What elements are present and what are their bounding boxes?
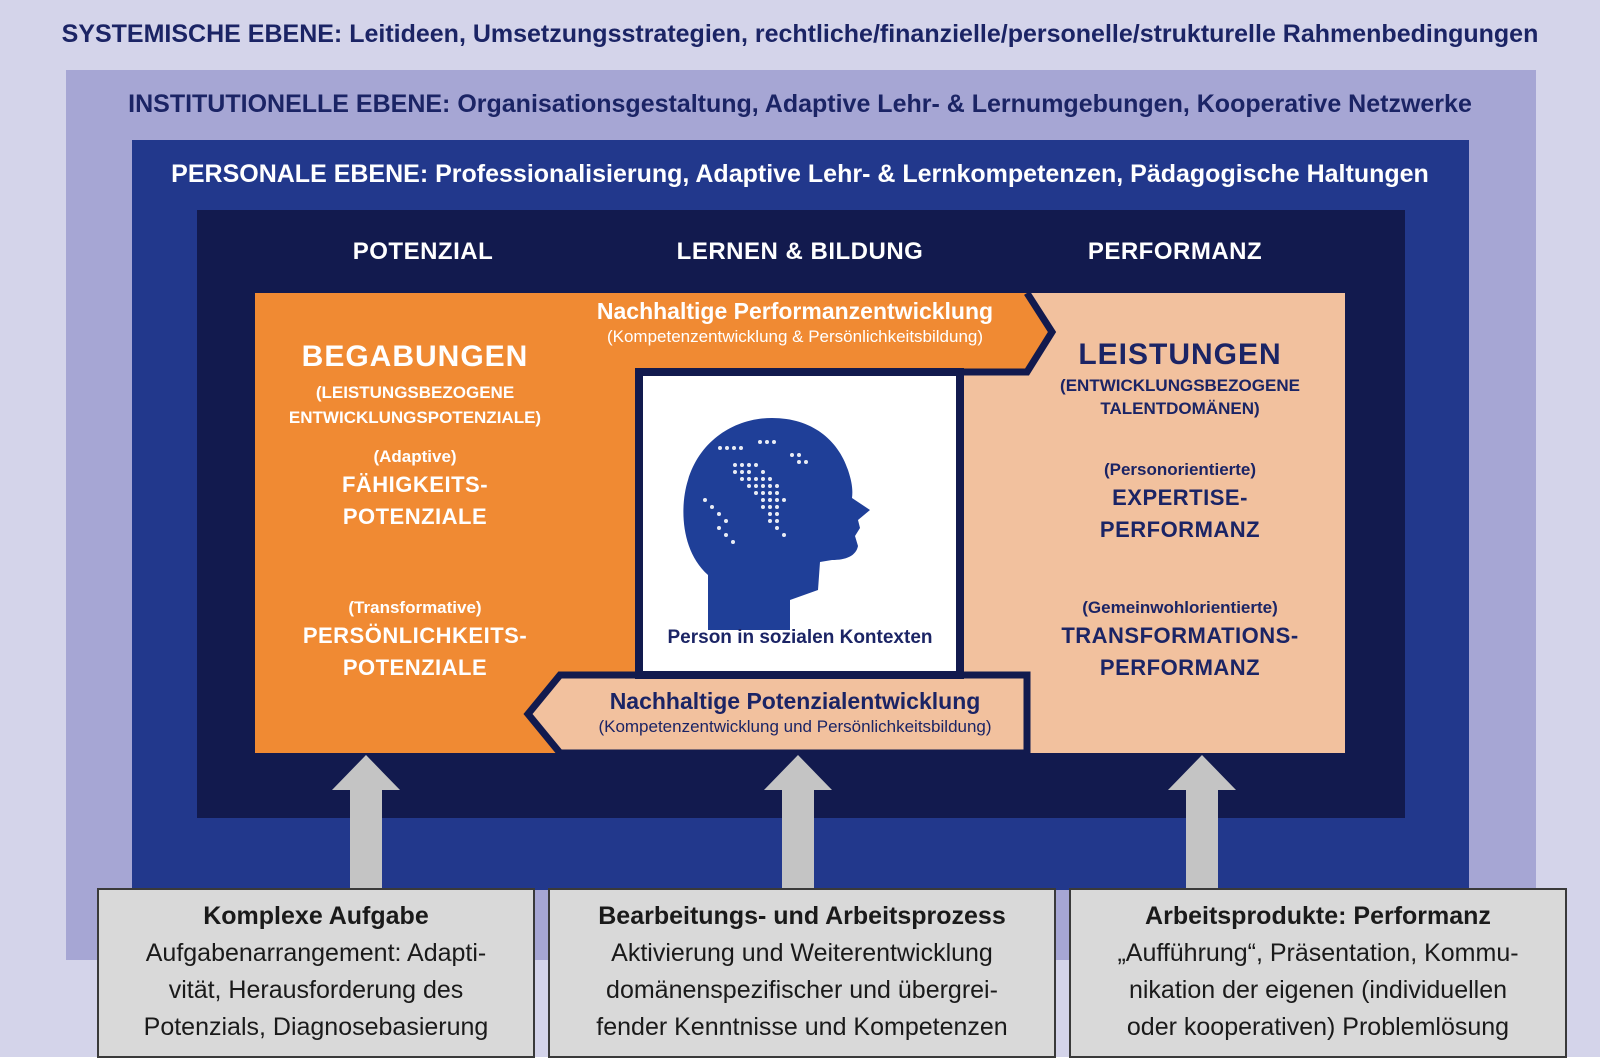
box-2-line-1: Aktivierung und Weiterentwicklung: [611, 939, 993, 967]
arrow-up-left: [332, 755, 400, 888]
left-column: [265, 340, 565, 684]
box-arbeitsprodukte: [1069, 888, 1567, 1058]
bottom-arrow-title: Nachhaltige Potenzialentwicklung: [609, 688, 981, 714]
box-1-line-2: vität, Herausforderung des: [168, 976, 464, 1004]
top-arrow-title: Nachhaltige Performanzentwicklung: [596, 298, 994, 324]
box-3-line-3: oder kooperativen) Problemlösung: [1126, 1013, 1510, 1041]
box-1-title: Komplexe Aufgabe: [203, 902, 429, 930]
leistungen-subtitle-2: TALENTDOMÄNEN): [1100, 399, 1260, 418]
right-item2-qualifier: (Gemeinwohlorientierte): [1082, 598, 1278, 617]
top-arrow-label: [560, 298, 1030, 347]
systemic-level-text: Leitideen, Umsetzungsstrategien, rechtliche/finanzielle/personelle/strukturelle Rahmenbedingungen: [349, 20, 1539, 48]
begabungen-subtitle-1: (LEISTUNGSBEZOGENE: [315, 383, 515, 402]
box-3-line-2: nikation der eigenen (individuellen: [1128, 976, 1508, 1004]
box-2-title: Bearbeitungs- und Arbeitsprozess: [598, 902, 1006, 930]
arrow-up-right: [1168, 755, 1236, 888]
column-header-performanz: PERFORMANZ: [1087, 238, 1263, 265]
column-header-potenzial: POTENZIAL: [352, 238, 494, 265]
box-1-line-1: Aufgabenarrangement: Adapti-: [145, 939, 487, 967]
column-header-lernen: LERNEN & BILDUNG: [676, 238, 924, 265]
leistungen-subtitle-1: (ENTWICKLUNGSBEZOGENE: [1060, 376, 1300, 395]
left-item2-line1: PERSÖNLICHKEITS-: [302, 623, 528, 648]
right-item1-qualifier: (Personorientierte): [1103, 460, 1257, 479]
left-item2-qualifier: (Transformative): [348, 598, 482, 617]
personal-level-head: PERSONALE EBENE:: [171, 160, 429, 188]
box-komplexe-aufgabe: [97, 888, 535, 1058]
leistungen-title: LEISTUNGEN: [1078, 338, 1282, 371]
top-arrow-subtitle: (Kompetenzentwicklung & Persönlichkeitsbildung): [606, 327, 984, 346]
right-item2-line1: TRANSFORMATIONS-: [1061, 623, 1299, 648]
left-item1-line2: POTENZIALE: [342, 504, 488, 529]
bottom-arrow-label: [555, 688, 1035, 737]
bottom-arrow-subtitle: (Kompetenzentwicklung und Persönlichkeitsbildung): [598, 717, 992, 736]
right-item2-line2: PERFORMANZ: [1099, 655, 1261, 680]
box-bearbeitungsprozess: [548, 888, 1056, 1058]
arrow-up-center: [764, 755, 832, 888]
systemic-level-head: SYSTEMISCHE EBENE:: [61, 20, 343, 48]
box-3-line-1: „Aufführung“, Präsentation, Kommu-: [1117, 939, 1519, 967]
left-item1-qualifier: (Adaptive): [373, 447, 457, 466]
personal-level-text: Professionalisierung, Adaptive Lehr- & Lernkompetenzen, Pädagogische Haltungen: [435, 160, 1429, 188]
left-item2-line2: POTENZIALE: [342, 655, 488, 680]
institutional-level-text: Organisationsgestaltung, Adaptive Lehr- & Lernumgebungen, Kooperative Netzwerke: [457, 90, 1472, 118]
left-item1-line1: FÄHIGKEITS-: [341, 472, 489, 497]
right-column: [1030, 338, 1330, 684]
box-3-title: Arbeitsprodukte: Performanz: [1145, 902, 1491, 930]
box-1-line-3: Potenzials, Diagnosebasierung: [143, 1013, 489, 1041]
box-2-line-2: domänenspezifischer und übergrei-: [606, 976, 998, 1004]
right-item1-line2: PERFORMANZ: [1099, 517, 1261, 542]
right-item1-line1: EXPERTISE-: [1112, 485, 1248, 510]
box-2-line-3: fender Kenntnisse und Kompetenzen: [596, 1013, 1008, 1041]
center-caption: Person in sozialen Kontexten: [667, 627, 933, 648]
begabungen-subtitle-2: ENTWICKLUNGSPOTENZIALE): [288, 408, 542, 427]
institutional-level-head: INSTITUTIONELLE EBENE:: [128, 90, 451, 118]
begabungen-title: BEGABUNGEN: [301, 340, 529, 373]
